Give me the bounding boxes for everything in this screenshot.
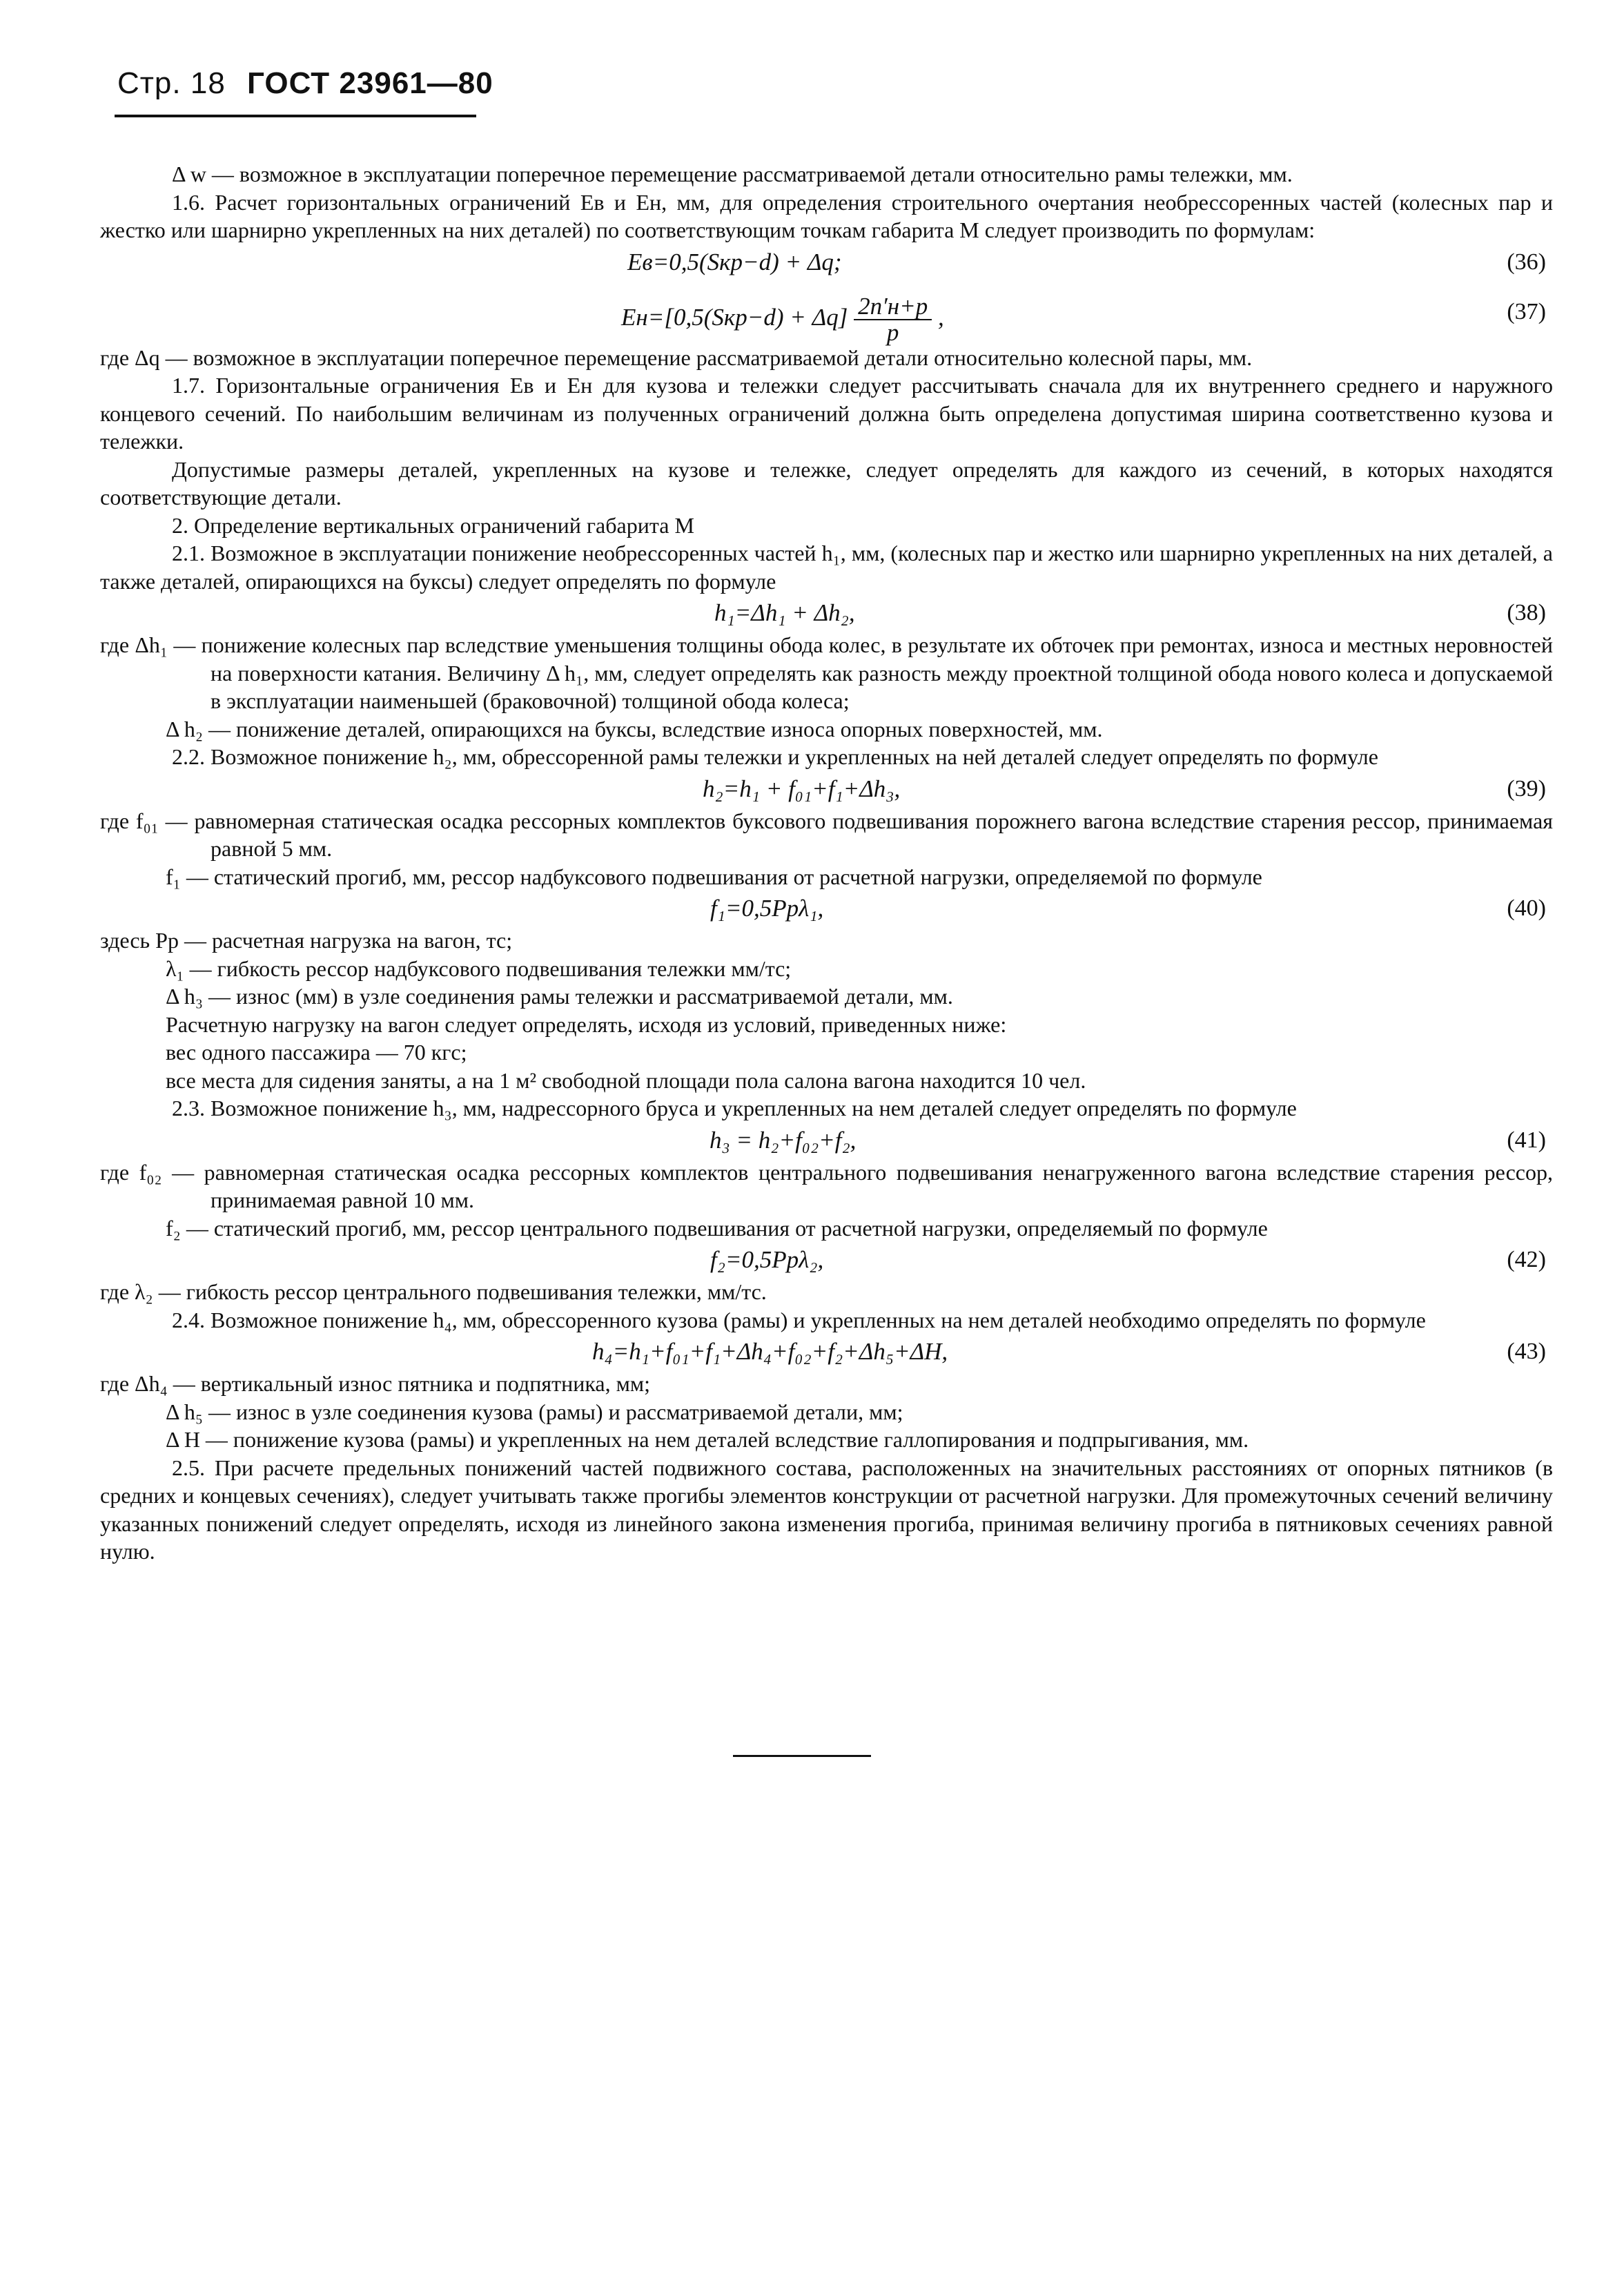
paragraph: Δ h₂ — понижение деталей, опирающихся на буксы, вследствие износа опорных поверхностей, мм.	[166, 716, 1103, 741]
formula-number: (39)	[1507, 775, 1546, 802]
formula-number: (37)	[1507, 298, 1546, 324]
page-number: Стр. 18	[117, 66, 226, 100]
formula-43	[100, 1334, 1553, 1370]
header-rule	[115, 115, 476, 117]
paragraph: 2.4. Возможное понижение h₄, мм, обрессоренного кузова (рамы) и укрепленных на нем деталей необходимо определять по формуле	[172, 1307, 1426, 1332]
formula-number: (40)	[1507, 895, 1546, 921]
paragraph: f₁ — статический прогиб, мм, рессор надбуксового подвешивания от расчетной нагрузки, определяемой по формуле	[166, 864, 1262, 889]
paragraph: где Δh₄ — вертикальный износ пятника и подпятника, мм;	[100, 1371, 650, 1396]
formula-expression: h₃ = h₂+f₀₂+f₂,	[710, 1126, 857, 1154]
paragraph: 1.7. Горизонтальные ограничения Eв и Eн для кузова и тележки следует рассчитывать сначала для их внутреннего среднего и наружного концевого сечений. По наибольшим величинам из полученных ограничений должна быть определена допустимая ширина соответственно кузова и тележки.	[100, 373, 1553, 454]
paragraph: Δ w — возможное в эксплуатации поперечное перемещение рассматриваемой детали относительно рамы тележки, мм.	[172, 162, 1293, 186]
paragraph: где λ₂ — гибкость рессор центрального подвешивания тележки, мм/тс.	[100, 1279, 767, 1304]
formula-38	[100, 595, 1553, 631]
formula-expression: f₂=0,5Pрλ₂,	[710, 1246, 824, 1273]
formula-expression: f₁=0,5Pрλ₁,	[710, 895, 824, 922]
formula-number: (36)	[1507, 249, 1546, 275]
formula-expression: h₄=h₁+f₀₁+f₁+Δh₄+f₀₂+f₂+Δh₅+ΔH,	[592, 1338, 948, 1365]
formula-number: (43)	[1507, 1339, 1546, 1364]
paragraph: где f₀₁ — равномерная статическая осадка рессорных комплектов буксового подвешивания порожнего вагона вследствие старения рессор, принимаемая равной 5 мм.	[100, 808, 1553, 861]
paragraph: здесь Pр — расчетная нагрузка на вагон, тс;	[100, 928, 513, 953]
paragraph: 2.5. При расчете предельных понижений частей подвижного состава, расположенных на значительных расстояниях от опорных пятников (в средних и концевых сечениях), следует учитывать также прогибы элементов конструкции от расчетной нагрузки. Для промежуточных сечений величину указанных понижений следует определять, исходя из линейного закона изменения прогиба, принимая величину прогиба в пятниковых сечениях равной нулю.	[100, 1455, 1553, 1564]
paragraph: 1.6. Расчет горизонтальных ограничений Eв и Eн, мм, для определения строительного очертания необрессоренных частей (колесных пар и жестко или шарнирно укрепленных на них деталей) по соответствующим точкам габарита M следует производить по формулам:	[100, 189, 1553, 242]
paragraph: λ₁ — гибкость рессор надбуксового подвешивания тележки мм/тс;	[166, 955, 792, 981]
paragraph: 2.1. Возможное в эксплуатации понижение необрессоренных частей h₁, мм, (колесных пар и жестко или шарнирно укрепленных на них деталей, а также деталей, опирающихся на буксы) следует определять по формуле	[100, 541, 1553, 594]
paragraph: вес одного пассажира — 70 кгс;	[166, 1040, 467, 1065]
paragraph: 2.3. Возможное понижение h₃, мм, надрессорного бруса и укрепленных на нем деталей следует определять по формуле	[172, 1096, 1297, 1120]
formula-42	[100, 1242, 1553, 1278]
section-heading: 2. Определение вертикальных ограничений габарита M	[172, 512, 694, 538]
fraction-denominator: p	[886, 318, 899, 346]
paragraph: 2.2. Возможное понижение h₂, мм, обрессоренной рамы тележки и укрепленных на ней деталей следует определять по формуле	[172, 744, 1378, 769]
formula-39	[100, 771, 1553, 807]
formula-tail: ,	[937, 303, 944, 331]
formula-expression	[621, 294, 944, 345]
formula-expression: h₂=h₁ + f₀₁+f₁+Δh₃,	[703, 775, 901, 802]
formula-number: (42)	[1507, 1247, 1546, 1272]
formula-expression: h₁=Δh₁ + Δh₂,	[714, 599, 855, 626]
paragraph: все места для сидения заняты, а на 1 м² свободной площади пола салона вагона находится 10 чел.	[166, 1067, 1086, 1093]
paragraph: где f₀₂ — равномерная статическая осадка рессорных комплектов центрального подвешивания ненагруженного вагона вследствие старения рессор, принимаемая равной 10 мм.	[100, 1159, 1553, 1212]
standard-designation: ГОСТ 23961—80	[247, 66, 493, 100]
end-rule	[733, 1755, 871, 1757]
formula-40	[100, 891, 1553, 926]
paragraph: Δ h₃ — износ (мм) в узле соединения рамы тележки и рассматриваемой детали, мм.	[166, 984, 953, 1009]
paragraph: Δ h₅ — износ в узле соединения кузова (рамы) и рассматриваемой детали, мм;	[166, 1399, 903, 1424]
formula-37	[100, 280, 1553, 344]
paragraph: где Δh₁ — понижение колесных пар вследствие уменьшения толщины обода колес, в результате их обточек при ремонтах, износа и местных неровностей на поверхности катания. Величину Δ h₁, мм, следует определять как разность между проектной толщиной обода нового колеса и допускаемой в эксплуатации наименьшей (браковочной) толщиной обода колеса;	[100, 632, 1554, 713]
formula-41	[100, 1123, 1553, 1158]
paragraph: Допустимые размеры деталей, укрепленных на кузове и тележке, следует определять для каждого из сечений, в которых находятся соответствующие детали.	[100, 456, 1553, 509]
paragraph: Δ H — понижение кузова (рамы) и укрепленных на нем деталей вследствие галлопирования и подпрыгивания, мм.	[166, 1427, 1249, 1452]
formula-expression: Eв=0,5(Sкр−d) + Δq;	[627, 248, 842, 275]
fraction	[854, 294, 932, 345]
document-body	[100, 160, 1553, 1566]
formula-36	[100, 244, 1553, 280]
formula-left: Eн=[0,5(Sкр−d) + Δq]	[621, 303, 848, 331]
formula-number: (41)	[1507, 1127, 1546, 1153]
fraction-numerator: 2n′н+p	[854, 294, 932, 320]
formula-number: (38)	[1507, 600, 1546, 625]
paragraph: Расчетную нагрузку на вагон следует определять, исходя из условий, приведенных ниже:	[166, 1011, 1007, 1037]
paragraph: f₂ — статический прогиб, мм, рессор центрального подвешивания от расчетной нагрузки, определяемый по формуле	[166, 1215, 1268, 1241]
page-header	[117, 66, 506, 101]
paragraph: где Δq — возможное в эксплуатации поперечное перемещение рассматриваемой детали относительно колесной пары, мм.	[100, 344, 1253, 370]
